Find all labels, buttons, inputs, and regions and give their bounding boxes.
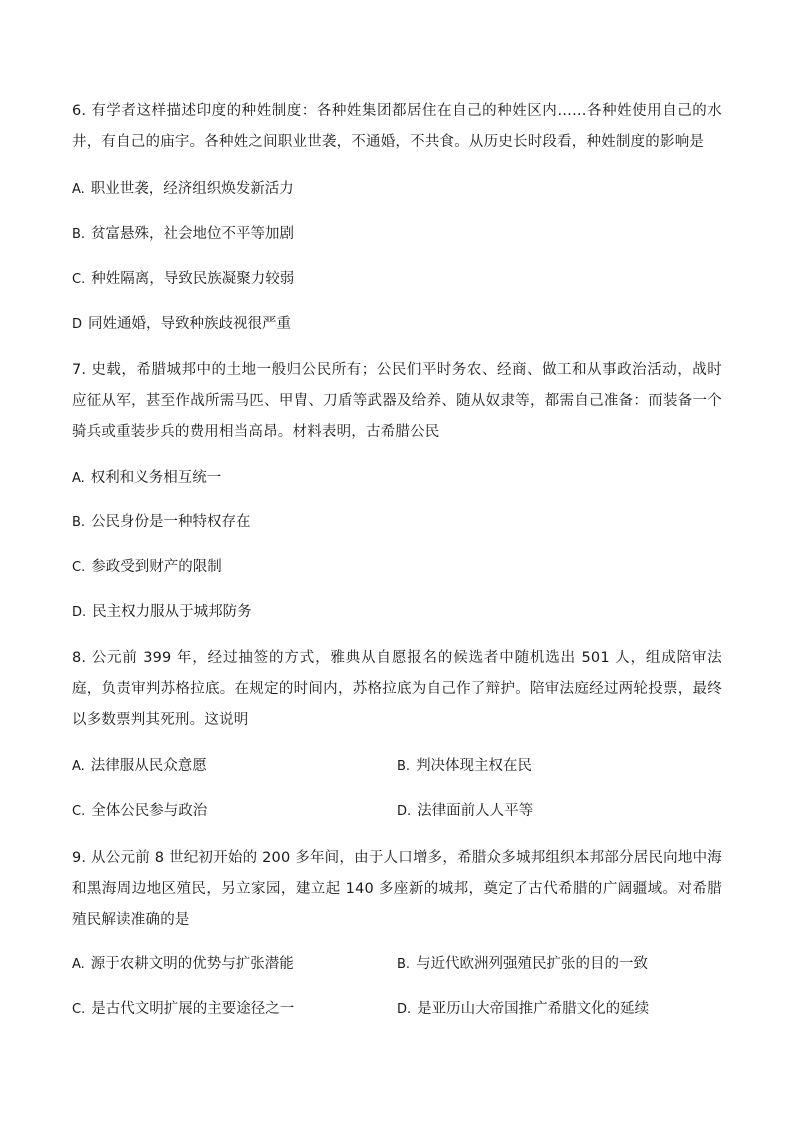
option-letter: B. xyxy=(72,515,86,530)
option-text: 参政受到财产的限制 xyxy=(91,559,222,575)
option-text: 与近代欧洲列强殖民扩张的目的一致 xyxy=(416,956,649,972)
option-d xyxy=(72,602,252,623)
option-text: 权利和义务相互统一 xyxy=(90,470,222,486)
option-text: 判决体现主权在民 xyxy=(416,758,533,774)
question-6 xyxy=(72,96,722,158)
option-letter: A. xyxy=(72,759,85,774)
option-letter: B. xyxy=(397,957,411,972)
option-text: 公民身份是一种特权存在 xyxy=(91,514,251,530)
option-a xyxy=(72,954,294,975)
question-stem: 9. 从公元前 8 世纪初开始的 200 多年间，由于人口增多，希腊众多城邦组织本邦部分居民向地中海和黑海周边地区殖民，另立家园，建立起 140 多座新的城邦，奠定了古代希腊的广阔疆域。对希腊殖民解读准确的是 xyxy=(72,850,722,928)
option-letter: D. xyxy=(397,804,412,819)
question-stem: 8. 公元前 399 年，经过抽签的方式，雅典从自愿报名的候选者中随机选出 501 人，组成陪审法庭，负责审判苏格拉底。在规定的时间内，苏格拉底为自己作了辩护。陪审法庭经过两轮投票，最终以多数票判其死刑。这说明 xyxy=(72,650,722,728)
option-c xyxy=(72,557,222,578)
option-letter: B. xyxy=(397,759,411,774)
option-b xyxy=(72,512,251,533)
option-letter: D xyxy=(72,317,83,332)
option-text: 是古代文明扩展的主要途径之一 xyxy=(91,1001,295,1017)
option-c xyxy=(72,269,294,290)
option-text: 法律服从民众意愿 xyxy=(90,758,207,774)
question-stem: 6. 有学者这样描述印度的种姓制度：各种姓集团都居住在自己的种姓区内……各种姓使用自己的水井，有自己的庙宇。各种姓之间职业世袭，不通婚，不共食。从历史长时段看，种姓制度的影响是 xyxy=(72,103,722,150)
question-9 xyxy=(72,843,722,936)
question-stem: 7. 史载，希腊城邦中的土地一般归公民所有；公民们平时务农、经商、做工和从事政治活动，战时应征从军，甚至作战所需马匹、甲胄、刀盾等武器及给养、随从奴隶等，都需自己准备：而装备一个骑兵或重装步兵的费用相当高昂。材料表明，古希腊公民 xyxy=(72,362,722,440)
option-text: 职业世袭，经济组织焕发新活力 xyxy=(90,181,294,197)
option-letter: B. xyxy=(72,227,86,242)
option-letter: C. xyxy=(72,804,86,819)
option-b xyxy=(397,756,532,777)
option-a xyxy=(72,468,221,489)
question-7 xyxy=(72,355,722,448)
option-text: 民主权力服从于城邦防务 xyxy=(92,604,252,620)
option-letter: A. xyxy=(72,957,85,972)
option-a xyxy=(72,756,207,777)
option-b xyxy=(397,954,648,975)
option-text: 源于农耕文明的优势与扩张潜能 xyxy=(90,956,294,972)
option-c xyxy=(72,801,207,822)
option-letter: A. xyxy=(72,471,85,486)
option-a xyxy=(72,179,294,200)
option-d xyxy=(397,999,649,1020)
option-letter: C. xyxy=(72,1002,86,1017)
option-text: 是亚历山大帝国推广希腊文化的延续 xyxy=(417,1001,650,1017)
option-b xyxy=(72,224,294,245)
option-letter: C. xyxy=(72,272,86,287)
option-text: 同姓通婚，导致种族歧视很严重 xyxy=(88,316,292,332)
option-text: 法律面前人人平等 xyxy=(417,803,534,819)
option-letter: C. xyxy=(72,560,86,575)
option-d xyxy=(72,314,291,335)
option-letter: D. xyxy=(72,605,87,620)
option-d xyxy=(397,801,533,822)
option-letter: A. xyxy=(72,182,85,197)
option-letter: D. xyxy=(397,1002,412,1017)
option-text: 全体公民参与政治 xyxy=(91,803,208,819)
question-8 xyxy=(72,643,722,736)
option-text: 种姓隔离，导致民族凝聚力较弱 xyxy=(91,271,295,287)
option-text: 贫富悬殊，社会地位不平等加剧 xyxy=(91,226,295,242)
option-c xyxy=(72,999,294,1020)
